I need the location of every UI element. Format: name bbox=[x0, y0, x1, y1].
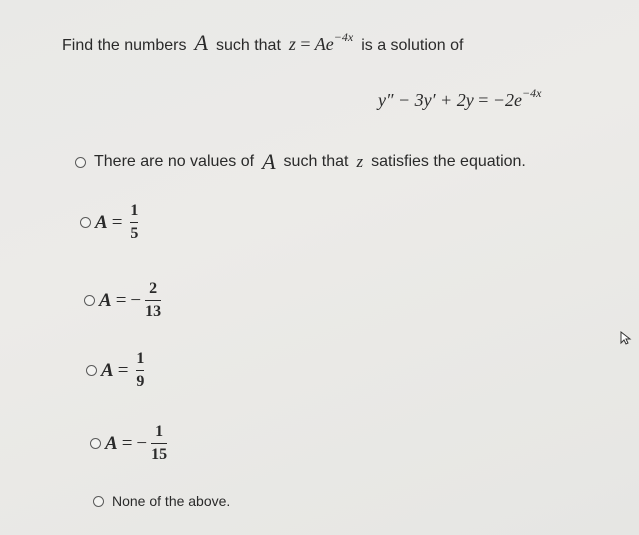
fraction: $\frac{1}{9}$ bbox=[136, 350, 145, 390]
radio-circle-icon[interactable] bbox=[75, 157, 86, 168]
radio-circle-icon[interactable] bbox=[84, 295, 95, 306]
radio-circle-icon[interactable] bbox=[80, 217, 91, 228]
question-statement bbox=[62, 30, 463, 56]
mouse-pointer-icon bbox=[618, 330, 634, 346]
option-a-neg-one-fifteenth[interactable]: A = − $\frac{1}{15}$ bbox=[90, 423, 167, 464]
fraction: $\frac{2}{13}$ bbox=[145, 280, 162, 320]
fraction: $\frac{1}{15}$ bbox=[151, 423, 168, 463]
option-a-neg-two-thirteenths[interactable]: A = − $\frac{2}{13}$ bbox=[84, 280, 161, 321]
radio-circle-icon[interactable] bbox=[93, 496, 104, 507]
fraction: $\frac{1}{5}$ bbox=[130, 202, 139, 242]
option-a-one-fifth[interactable]: A = $\frac{1}{5}$ bbox=[80, 202, 138, 243]
question-such-that: such that bbox=[215, 37, 281, 54]
question-var-a: A bbox=[194, 30, 208, 55]
differential-equation: $y'' - 3y' + 2y = -2e^{-4x}$ bbox=[378, 86, 542, 110]
radio-circle-icon[interactable] bbox=[90, 438, 101, 449]
option-none-of-the-above[interactable]: None of the above. bbox=[93, 493, 230, 509]
option-no-values[interactable]: There are no values of A such that z satisfies the equation. bbox=[75, 149, 526, 175]
option-a-one-ninth[interactable]: A = $\frac{1}{9}$ bbox=[86, 350, 144, 391]
question-suffix: is a solution of bbox=[361, 37, 464, 54]
z-definition: $z = Ae^{-4x}$ bbox=[288, 30, 354, 54]
radio-circle-icon[interactable] bbox=[86, 365, 97, 376]
question-prefix: Find the numbers bbox=[62, 37, 187, 54]
